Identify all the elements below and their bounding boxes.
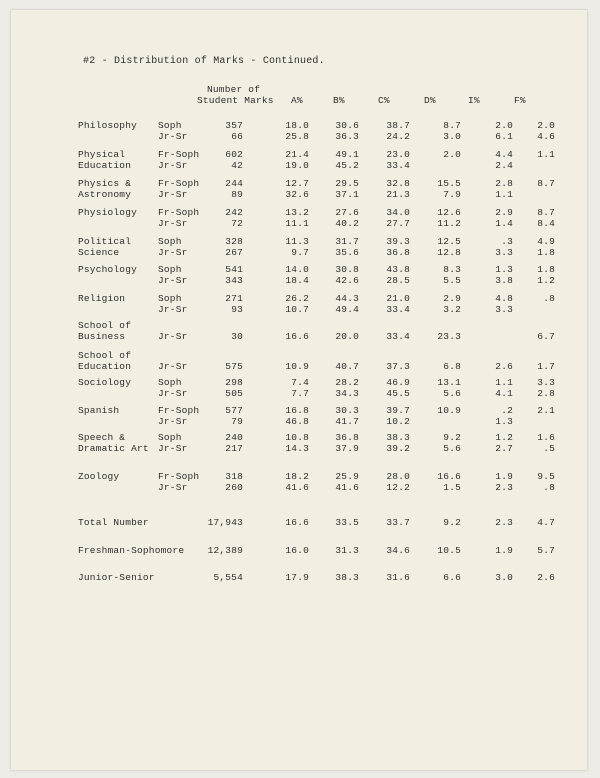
level-label: Fr-Soph (158, 405, 200, 416)
cell-b: 49.1 (335, 149, 359, 160)
cell-b: 29.5 (335, 178, 359, 189)
cell-a: 14.3 (285, 443, 309, 454)
cell-f: 3.3 (537, 377, 555, 388)
cell-a: 25.8 (285, 131, 309, 142)
subject-name: Speech & (78, 432, 126, 443)
cell-b: 28.2 (335, 377, 359, 388)
cell-b: 49.4 (335, 304, 359, 315)
cell-b: 45.2 (335, 160, 359, 171)
cell-i: 2.8 (495, 178, 513, 189)
cell-f: 1.8 (537, 264, 555, 275)
level-label: Jr-Sr (158, 218, 188, 229)
cell-n: 72 (231, 218, 243, 229)
subject-name: School of (78, 320, 132, 331)
cell-a: 7.4 (291, 377, 309, 388)
cell-a: 10.8 (285, 432, 309, 443)
total-cell-c: 34.6 (386, 545, 410, 556)
cell-f: 4.6 (537, 131, 555, 142)
level-label: Soph (158, 264, 182, 275)
level-label: Jr-Sr (158, 443, 188, 454)
subject-name: Religion (78, 293, 126, 304)
cell-n: 343 (225, 275, 243, 286)
cell-i: 3.3 (495, 247, 513, 258)
cell-f: .8 (543, 482, 555, 493)
cell-b: 25.9 (335, 471, 359, 482)
level-label: Jr-Sr (158, 482, 188, 493)
cell-f: 6.7 (537, 331, 555, 342)
cell-i: 1.4 (495, 218, 513, 229)
cell-f: 1.7 (537, 361, 555, 372)
level-label: Jr-Sr (158, 331, 188, 342)
level-label: Soph (158, 432, 182, 443)
total-cell-i: 1.9 (495, 545, 513, 556)
cell-a: 18.0 (285, 120, 309, 131)
cell-c: 37.3 (386, 361, 410, 372)
cell-b: 27.6 (335, 207, 359, 218)
cell-c: 45.5 (386, 388, 410, 399)
cell-d: 2.0 (443, 149, 461, 160)
level-label: Fr-Soph (158, 207, 200, 218)
cell-b: 35.6 (335, 247, 359, 258)
cell-n: 318 (225, 471, 243, 482)
cell-b: 42.6 (335, 275, 359, 286)
cell-n: 575 (225, 361, 243, 372)
total-label: Freshman-Sophomore (78, 545, 185, 556)
cell-a: 12.7 (285, 178, 309, 189)
cell-f: 2.1 (537, 405, 555, 416)
cell-f: 8.7 (537, 207, 555, 218)
cell-a: 41.6 (285, 482, 309, 493)
subject-name: Dramatic Art (78, 443, 149, 454)
cell-i: 2.3 (495, 482, 513, 493)
cell-b: 44.3 (335, 293, 359, 304)
total-cell-d: 10.5 (437, 545, 461, 556)
cell-a: 9.7 (291, 247, 309, 258)
cell-f: 9.5 (537, 471, 555, 482)
cell-b: 30.3 (335, 405, 359, 416)
cell-i: 2.0 (495, 120, 513, 131)
total-cell-c: 33.7 (386, 517, 410, 528)
cell-d: 7.9 (443, 189, 461, 200)
cell-b: 41.6 (335, 482, 359, 493)
cell-b: 30.6 (335, 120, 359, 131)
cell-i: 4.8 (495, 293, 513, 304)
cell-f: 1.2 (537, 275, 555, 286)
level-label: Jr-Sr (158, 247, 188, 258)
level-label: Jr-Sr (158, 160, 188, 171)
cell-n: 328 (225, 236, 243, 247)
header-c-percent: C% (378, 95, 390, 106)
cell-c: 39.3 (386, 236, 410, 247)
cell-i: 1.3 (495, 416, 513, 427)
subject-name: Philosophy (78, 120, 138, 131)
cell-n: 271 (225, 293, 243, 304)
cell-c: 28.0 (386, 471, 410, 482)
subject-name: Education (78, 160, 132, 171)
cell-n: 42 (231, 160, 243, 171)
cell-d: 16.6 (437, 471, 461, 482)
cell-d: 12.5 (437, 236, 461, 247)
cell-c: 38.3 (386, 432, 410, 443)
cell-n: 244 (225, 178, 243, 189)
cell-b: 36.3 (335, 131, 359, 142)
cell-n: 30 (231, 331, 243, 342)
cell-n: 541 (225, 264, 243, 275)
total-label: Junior-Senior (78, 572, 155, 583)
cell-a: 19.0 (285, 160, 309, 171)
cell-b: 41.7 (335, 416, 359, 427)
cell-a: 10.9 (285, 361, 309, 372)
cell-n: 93 (231, 304, 243, 315)
cell-n: 505 (225, 388, 243, 399)
total-cell-a: 16.6 (285, 517, 309, 528)
cell-i: 4.1 (495, 388, 513, 399)
cell-d: 12.8 (437, 247, 461, 258)
cell-c: 27.7 (386, 218, 410, 229)
cell-f: .5 (543, 443, 555, 454)
cell-c: 43.8 (386, 264, 410, 275)
cell-b: 40.7 (335, 361, 359, 372)
total-cell-n: 17,943 (207, 517, 243, 528)
level-label: Jr-Sr (158, 361, 188, 372)
total-cell-a: 16.0 (285, 545, 309, 556)
cell-b: 34.3 (335, 388, 359, 399)
level-label: Fr-Soph (158, 178, 200, 189)
cell-i: 3.8 (495, 275, 513, 286)
subject-name: School of (78, 350, 132, 361)
cell-a: 7.7 (291, 388, 309, 399)
cell-b: 36.8 (335, 432, 359, 443)
cell-c: 34.0 (386, 207, 410, 218)
cell-c: 21.0 (386, 293, 410, 304)
cell-n: 298 (225, 377, 243, 388)
cell-d: 5.6 (443, 443, 461, 454)
cell-a: 32.6 (285, 189, 309, 200)
level-label: Jr-Sr (158, 304, 188, 315)
cell-b: 37.1 (335, 189, 359, 200)
cell-c: 33.4 (386, 304, 410, 315)
level-label: Soph (158, 236, 182, 247)
total-cell-b: 38.3 (335, 572, 359, 583)
cell-b: 40.2 (335, 218, 359, 229)
cell-f: 1.8 (537, 247, 555, 258)
cell-f: 1.6 (537, 432, 555, 443)
cell-c: 36.8 (386, 247, 410, 258)
cell-f: 4.9 (537, 236, 555, 247)
cell-b: 37.9 (335, 443, 359, 454)
subject-name: Education (78, 361, 132, 372)
level-label: Fr-Soph (158, 471, 200, 482)
cell-c: 33.4 (386, 331, 410, 342)
cell-a: 16.8 (285, 405, 309, 416)
subject-name: Zoology (78, 471, 120, 482)
cell-b: 20.0 (335, 331, 359, 342)
cell-i: 6.1 (495, 131, 513, 142)
subject-name: Business (78, 331, 126, 342)
cell-d: 3.0 (443, 131, 461, 142)
cell-a: 13.2 (285, 207, 309, 218)
cell-f: .8 (543, 293, 555, 304)
cell-n: 89 (231, 189, 243, 200)
cell-n: 66 (231, 131, 243, 142)
total-cell-a: 17.9 (285, 572, 309, 583)
cell-d: 13.1 (437, 377, 461, 388)
cell-f: 2.8 (537, 388, 555, 399)
cell-a: 10.7 (285, 304, 309, 315)
level-label: Jr-Sr (158, 275, 188, 286)
cell-b: 31.7 (335, 236, 359, 247)
page-title: #2 - Distribution of Marks - Continued. (83, 56, 325, 67)
cell-a: 11.1 (285, 218, 309, 229)
cell-i: 2.9 (495, 207, 513, 218)
total-cell-b: 31.3 (335, 545, 359, 556)
total-cell-i: 3.0 (495, 572, 513, 583)
cell-i: 1.1 (495, 189, 513, 200)
cell-d: 11.2 (437, 218, 461, 229)
cell-a: 26.2 (285, 293, 309, 304)
cell-n: 267 (225, 247, 243, 258)
cell-a: 21.4 (285, 149, 309, 160)
cell-d: 5.6 (443, 388, 461, 399)
cell-d: 9.2 (443, 432, 461, 443)
header-a-percent: A% (291, 95, 303, 106)
level-label: Soph (158, 377, 182, 388)
cell-c: 39.7 (386, 405, 410, 416)
cell-d: 15.5 (437, 178, 461, 189)
cell-c: 28.5 (386, 275, 410, 286)
cell-a: 16.6 (285, 331, 309, 342)
cell-n: 240 (225, 432, 243, 443)
cell-d: 5.5 (443, 275, 461, 286)
cell-c: 32.8 (386, 178, 410, 189)
cell-d: 6.8 (443, 361, 461, 372)
cell-i: 1.9 (495, 471, 513, 482)
header-b-percent: B% (333, 95, 345, 106)
header-i-percent: I% (468, 95, 480, 106)
cell-c: 12.2 (386, 482, 410, 493)
subject-name: Astronomy (78, 189, 132, 200)
subject-name: Physiology (78, 207, 138, 218)
cell-b: 30.8 (335, 264, 359, 275)
total-cell-f: 2.6 (537, 572, 555, 583)
cell-i: 2.6 (495, 361, 513, 372)
cell-n: 217 (225, 443, 243, 454)
cell-c: 39.2 (386, 443, 410, 454)
subject-name: Sociology (78, 377, 132, 388)
cell-n: 602 (225, 149, 243, 160)
header-d-percent: D% (424, 95, 436, 106)
total-cell-d: 6.6 (443, 572, 461, 583)
cell-d: 2.9 (443, 293, 461, 304)
cell-d: 8.7 (443, 120, 461, 131)
cell-c: 23.0 (386, 149, 410, 160)
cell-i: 3.3 (495, 304, 513, 315)
cell-n: 260 (225, 482, 243, 493)
cell-f: 1.1 (537, 149, 555, 160)
cell-c: 46.9 (386, 377, 410, 388)
cell-a: 11.3 (285, 236, 309, 247)
cell-a: 18.4 (285, 275, 309, 286)
subject-name: Physical (78, 149, 126, 160)
cell-i: .2 (501, 405, 513, 416)
cell-c: 33.4 (386, 160, 410, 171)
cell-f: 8.4 (537, 218, 555, 229)
level-label: Soph (158, 120, 182, 131)
cell-n: 242 (225, 207, 243, 218)
cell-n: 357 (225, 120, 243, 131)
cell-a: 18.2 (285, 471, 309, 482)
level-label: Jr-Sr (158, 189, 188, 200)
cell-i: 2.7 (495, 443, 513, 454)
total-cell-c: 31.6 (386, 572, 410, 583)
cell-d: 12.6 (437, 207, 461, 218)
cell-f: 8.7 (537, 178, 555, 189)
cell-i: 2.4 (495, 160, 513, 171)
subject-name: Political (78, 236, 132, 247)
header-f-percent: F% (514, 95, 526, 106)
cell-d: 8.3 (443, 264, 461, 275)
total-cell-d: 9.2 (443, 517, 461, 528)
total-label: Total Number (78, 517, 149, 528)
cell-n: 79 (231, 416, 243, 427)
total-cell-f: 4.7 (537, 517, 555, 528)
cell-c: 38.7 (386, 120, 410, 131)
total-cell-i: 2.3 (495, 517, 513, 528)
cell-d: 3.2 (443, 304, 461, 315)
cell-d: 10.9 (437, 405, 461, 416)
level-label: Jr-Sr (158, 131, 188, 142)
cell-a: 46.8 (285, 416, 309, 427)
subject-name: Spanish (78, 405, 120, 416)
level-label: Jr-Sr (158, 416, 188, 427)
subject-name: Psychology (78, 264, 138, 275)
level-label: Jr-Sr (158, 388, 188, 399)
cell-n: 577 (225, 405, 243, 416)
total-cell-f: 5.7 (537, 545, 555, 556)
cell-i: 1.2 (495, 432, 513, 443)
total-cell-n: 12,389 (207, 545, 243, 556)
cell-c: 24.2 (386, 131, 410, 142)
total-cell-n: 5,554 (213, 572, 243, 583)
cell-c: 10.2 (386, 416, 410, 427)
header-student-marks: Student Marks (197, 95, 274, 106)
total-cell-b: 33.5 (335, 517, 359, 528)
cell-f: 2.0 (537, 120, 555, 131)
cell-d: 1.5 (443, 482, 461, 493)
cell-i: 4.4 (495, 149, 513, 160)
cell-d: 23.3 (437, 331, 461, 342)
cell-c: 21.3 (386, 189, 410, 200)
level-label: Soph (158, 293, 182, 304)
cell-i: 1.1 (495, 377, 513, 388)
header-number-of: Number of (207, 84, 261, 95)
cell-i: 1.3 (495, 264, 513, 275)
subject-name: Physics & (78, 178, 132, 189)
level-label: Fr-Soph (158, 149, 200, 160)
cell-a: 14.0 (285, 264, 309, 275)
cell-i: .3 (501, 236, 513, 247)
subject-name: Science (78, 247, 120, 258)
